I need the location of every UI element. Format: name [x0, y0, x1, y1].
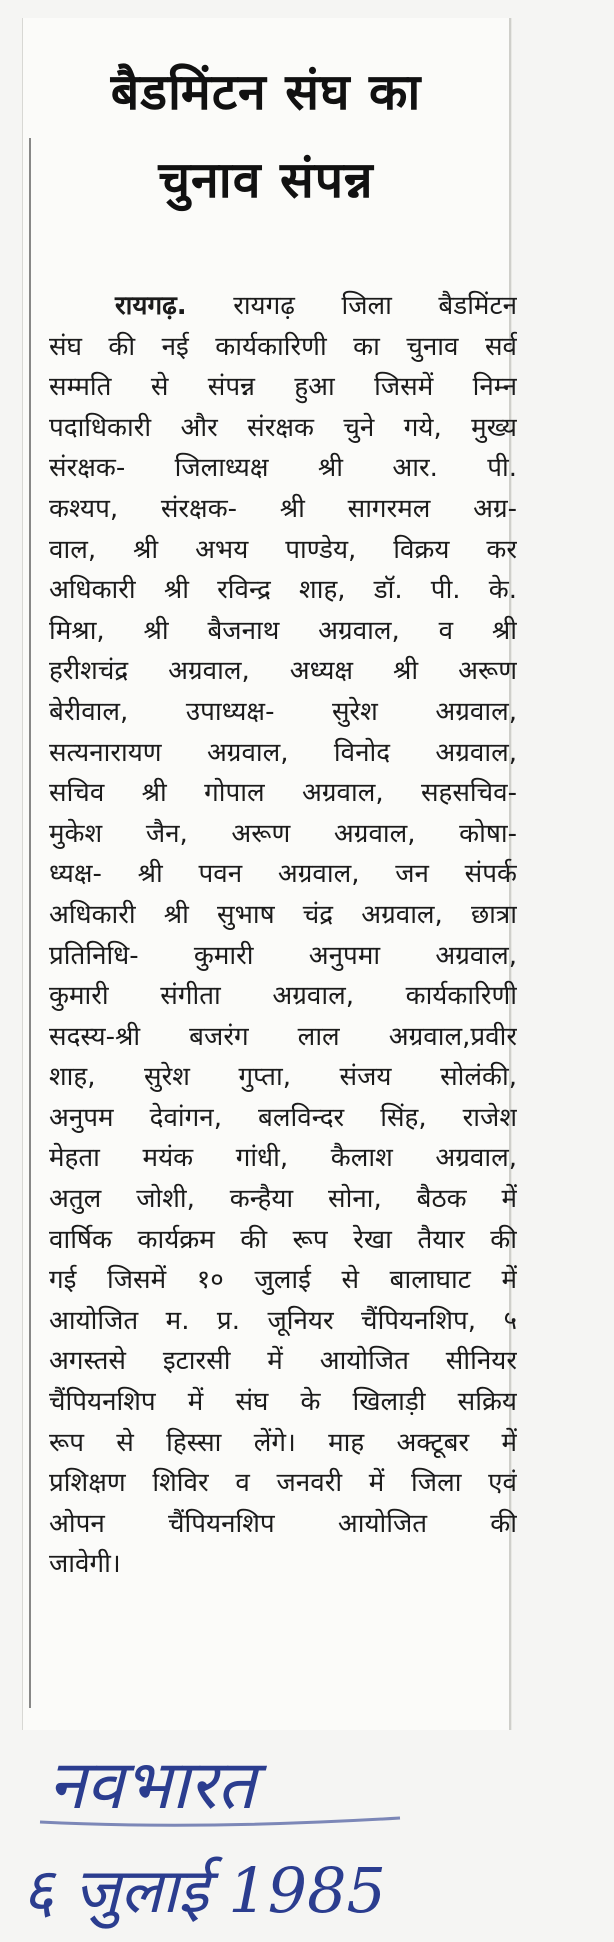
article-line: सत्यनारायण अग्रवाल, विनोद अग्रवाल,	[49, 737, 517, 768]
article-line: अधिकारी श्री रविन्द्र शाह, डॉ. पी. के.	[49, 575, 517, 606]
article-line: सदस्य-श्री बजरंग लाल अग्रवाल,प्रवीर	[49, 1021, 517, 1052]
article-line: अनुपम देवांगन, बलविन्दर सिंह, राजेश	[49, 1102, 517, 1133]
headline-line-2: चुनाव संपन्न	[158, 151, 374, 209]
article-line: शाह, सुरेश गुप्ता, संजय सोलंकी,	[49, 1062, 517, 1093]
article-line: बेरीवाल, उपाध्यक्ष- सुरेश अग्रवाल,	[49, 696, 517, 727]
article-line: आयोजित म. प्र. जूनियर चैंपियनशिप, ५	[49, 1305, 517, 1336]
handwritten-annotation	[0, 1722, 614, 1942]
article-line: प्रतिनिधि- कुमारी अनुपमा अग्रवाल,	[49, 940, 517, 971]
handwritten-newspaper-name: नवभारत	[48, 1746, 256, 1825]
article-line: अगस्तसे इटारसी में आयोजित सीनियर	[49, 1346, 517, 1377]
article-line: हरीशचंद्र अग्रवाल, अध्यक्ष श्री अरूण	[49, 656, 517, 687]
article-line: मिश्रा, श्री बैजनाथ अग्रवाल, व श्री	[49, 615, 517, 646]
article-line: सचिव श्री गोपाल अग्रवाल, सहसचिव-	[49, 778, 517, 809]
article-line: रूप से हिस्सा लेंगे। माह अक्टूबर में	[49, 1427, 517, 1458]
article-line: मेहता मयंक गांधी, कैलाश अग्रवाल,	[49, 1143, 517, 1174]
article-line: पदाधिकारी और संरक्षक चुने गये, मुख्य	[49, 412, 517, 443]
headline	[23, 48, 509, 224]
article-line: प्रशिक्षण शिविर व जनवरी में जिला एवं	[49, 1468, 517, 1499]
article-line: कश्यप, संरक्षक- श्री सागरमल अग्र-	[49, 493, 517, 524]
article-line: संरक्षक- जिलाध्यक्ष श्री आर. पी.	[49, 453, 517, 484]
article-line: वार्षिक कार्यक्रम की रूप रेखा तैयार की	[49, 1224, 517, 1255]
article-line: अधिकारी श्री सुभाष चंद्र अग्रवाल, छात्रा	[49, 899, 517, 930]
dateline: रायगढ़.	[115, 291, 187, 321]
article-line: गई जिसमें १० जुलाई से बालाघाट में	[49, 1265, 517, 1296]
article-line: वाल, श्री अभय पाण्डेय, विक्रय कर	[49, 534, 517, 565]
handwritten-date: ६ जुलाई 1985	[22, 1854, 386, 1927]
article-line: ध्यक्ष- श्री पवन अग्रवाल, जन संपर्क	[49, 859, 517, 890]
article-line: कुमारी संगीता अग्रवाल, कार्यकारिणी	[49, 981, 517, 1012]
column-rule	[29, 138, 31, 1708]
article-line: सम्मति से संपन्न हुआ जिसमें निम्न	[49, 372, 517, 403]
article-line: चैंपियनशिप में संघ के खिलाड़ी सक्रिय	[49, 1387, 517, 1418]
article-line: जावेगी।	[49, 1549, 121, 1580]
article-line: संघ की नई कार्यकारिणी का चुनाव सर्व	[49, 331, 517, 362]
newspaper-clipping	[22, 18, 517, 1730]
headline-line-1: बैडमिंटन संघ का	[110, 63, 422, 121]
article-line: अतुल जोशी, कन्हैया सोना, बैठक में	[49, 1184, 517, 1215]
article-line: मुकेश जैन, अरूण अग्रवाल, कोषा-	[49, 818, 517, 849]
article-line-text: रायगढ़ जिला बैडमिंटन	[233, 291, 517, 321]
article-line: ओपन चैंपियनशिप आयोजित की	[49, 1508, 517, 1539]
article-line-first	[49, 286, 517, 327]
article-body	[49, 286, 517, 1585]
